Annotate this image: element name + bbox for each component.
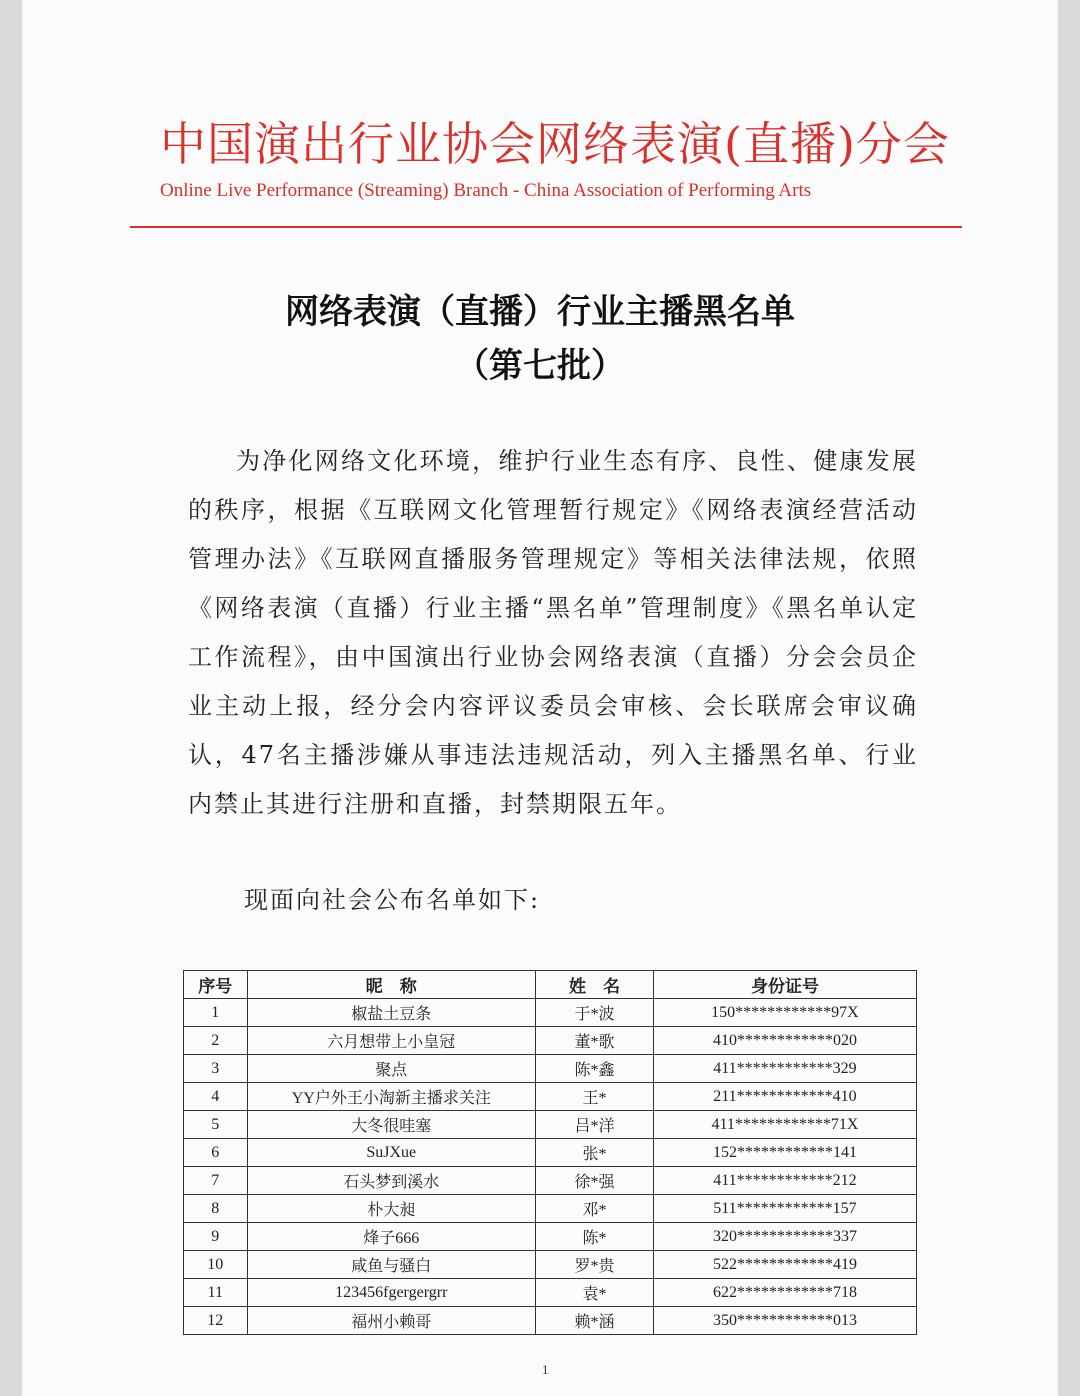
table-header-row xyxy=(184,971,917,999)
table-row xyxy=(184,1027,917,1055)
cell-nickname: SuJXue xyxy=(247,1139,536,1167)
table-row xyxy=(184,1111,917,1139)
cell-id-number: 411************329 xyxy=(653,1055,916,1083)
table-row xyxy=(184,999,917,1027)
header-nickname: 昵 称 xyxy=(247,971,536,999)
cell-index: 8 xyxy=(184,1195,248,1223)
cell-id-number: 320************337 xyxy=(653,1223,916,1251)
cell-name: 于*波 xyxy=(536,999,654,1027)
cell-name: 董*歌 xyxy=(536,1027,654,1055)
cell-index: 10 xyxy=(184,1251,248,1279)
cell-id-number: 522************419 xyxy=(653,1251,916,1279)
cell-name: 王* xyxy=(536,1083,654,1111)
cell-name: 陈*鑫 xyxy=(536,1055,654,1083)
cell-nickname: YY户外王小淘新主播求关注 xyxy=(247,1083,536,1111)
cell-index: 7 xyxy=(184,1167,248,1195)
table-row xyxy=(184,1195,917,1223)
table-row xyxy=(184,1167,917,1195)
header-index: 序号 xyxy=(184,971,248,999)
cell-id-number: 350************013 xyxy=(653,1307,916,1335)
cell-name: 张* xyxy=(536,1139,654,1167)
cell-id-number: 152************141 xyxy=(653,1139,916,1167)
document-subtitle: （第七批） xyxy=(455,346,625,386)
table-row xyxy=(184,1279,917,1307)
cell-name: 袁* xyxy=(536,1279,654,1307)
cell-nickname: 咸鱼与骚白 xyxy=(247,1251,536,1279)
blacklist-table xyxy=(183,970,917,1335)
cell-name: 吕*洋 xyxy=(536,1111,654,1139)
cell-nickname: 聚点 xyxy=(247,1055,536,1083)
cell-index: 3 xyxy=(184,1055,248,1083)
cell-nickname: 椒盐土豆条 xyxy=(247,999,536,1027)
cell-nickname: 123456fgergergrr xyxy=(247,1279,536,1307)
table-row xyxy=(184,1083,917,1111)
cell-index: 2 xyxy=(184,1027,248,1055)
cell-index: 6 xyxy=(184,1139,248,1167)
cell-nickname: 福州小赖哥 xyxy=(247,1307,536,1335)
cell-index: 1 xyxy=(184,999,248,1027)
cell-name: 赖*涵 xyxy=(536,1307,654,1335)
table-row xyxy=(184,1251,917,1279)
cell-id-number: 411************71X xyxy=(653,1111,916,1139)
cell-id-number: 211************410 xyxy=(653,1083,916,1111)
cell-nickname: 六月想带上小皇冠 xyxy=(247,1027,536,1055)
header-id-number: 身份证号 xyxy=(653,971,916,999)
table-row xyxy=(184,1139,917,1167)
cell-nickname: 石头梦到溪水 xyxy=(247,1167,536,1195)
page-number: 1 xyxy=(542,1362,549,1377)
org-name-en: Online Live Performance (Streaming) Branch - China Association of Performing Arts xyxy=(160,180,812,201)
announce-line: 现面向社会公布名单如下: xyxy=(244,886,541,914)
cell-index: 4 xyxy=(184,1083,248,1111)
table-row xyxy=(184,1307,917,1335)
cell-index: 12 xyxy=(184,1307,248,1335)
cell-name: 徐*强 xyxy=(536,1167,654,1195)
cell-id-number: 410************020 xyxy=(653,1027,916,1055)
body-paragraph: 为净化网络文化环境，维护行业生态有序、良性、健康发展的秩序，根据《互联网文化管理暂行规定》《网络表演经营活动管理办法》《互联网直播服务管理规定》等相关法律法规，依照《网络表演（直播）行业主播“黑名单”管理制度》《黑名单认定工作流程》，由中国演出行业协会网络表演（直播）分会会员企业主动上报，经分会内容评议委员会审核、会长联席会审议确认，47名主播涉嫌从事违法违规活动，列入主播黑名单、行业内禁止其进行注册和直播，封禁期限五年。 xyxy=(188,447,918,818)
cell-id-number: 411************212 xyxy=(653,1167,916,1195)
table-row xyxy=(184,1223,917,1251)
cell-nickname: 烽子666 xyxy=(247,1223,536,1251)
org-name-cn: 中国演出行业协会网络表演(直播)分会 xyxy=(160,117,950,171)
cell-id-number: 622************718 xyxy=(653,1279,916,1307)
cell-name: 罗*贵 xyxy=(536,1251,654,1279)
cell-id-number: 511************157 xyxy=(653,1195,916,1223)
cell-index: 11 xyxy=(184,1279,248,1307)
cell-nickname: 朴大昶 xyxy=(247,1195,536,1223)
header-divider xyxy=(130,226,962,228)
header-name: 姓 名 xyxy=(536,971,654,999)
cell-index: 9 xyxy=(184,1223,248,1251)
cell-index: 5 xyxy=(184,1111,248,1139)
cell-id-number: 150************97X xyxy=(653,999,916,1027)
table-row xyxy=(184,1055,917,1083)
document-title: 网络表演（直播）行业主播黑名单 xyxy=(285,292,795,332)
cell-nickname: 大冬很哇塞 xyxy=(247,1111,536,1139)
cell-name: 陈* xyxy=(536,1223,654,1251)
cell-name: 邓* xyxy=(536,1195,654,1223)
